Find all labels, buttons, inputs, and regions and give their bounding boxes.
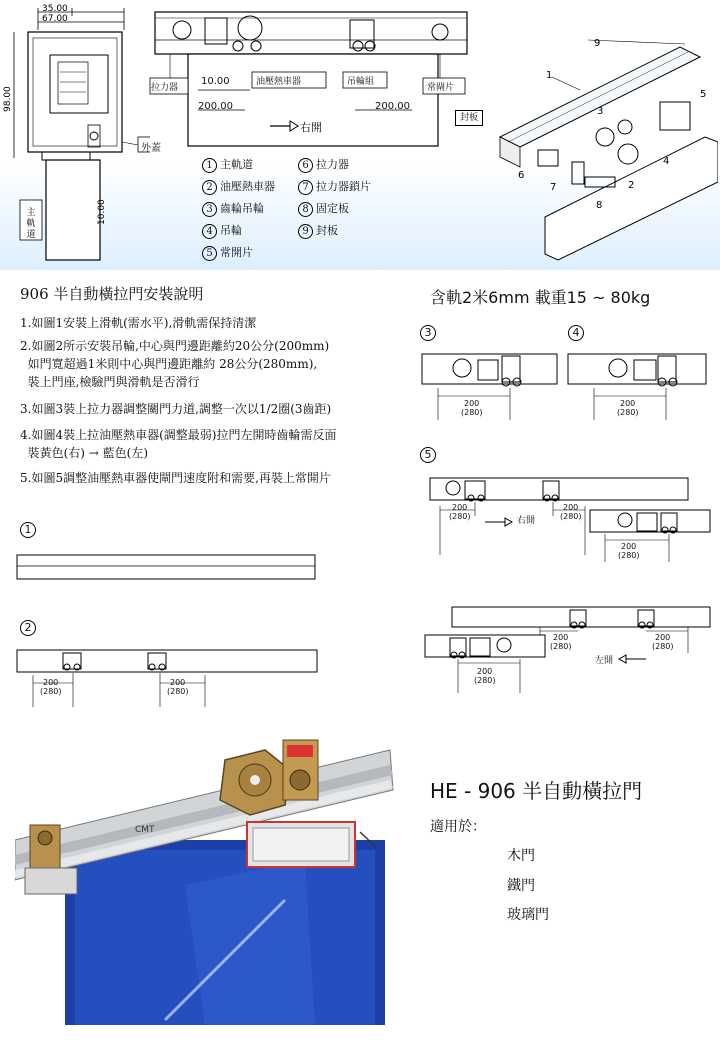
label-right-open: 右開: [300, 121, 322, 134]
label-roller-set: 吊輪組: [347, 77, 375, 87]
figure-1-number: 1: [20, 522, 36, 538]
dim-35: 35.00: [42, 4, 68, 14]
fig6-dim-280-lower: (280): [474, 676, 496, 685]
fig2-dim-280-right: (280): [167, 687, 189, 696]
material-wood: 木門: [507, 848, 535, 864]
exploded-num-9: 9: [594, 38, 601, 49]
step-2a: 2.如圖2所示安裝吊輪,中心與門邊距離約20公分(200mm): [20, 339, 330, 353]
fig3-dim-200: 200: [464, 399, 480, 408]
exploded-num-7: 7: [550, 182, 557, 193]
material-glass: 玻璃門: [507, 907, 549, 923]
product-title: HE - 906 半自動橫拉門: [430, 779, 643, 803]
material-iron: 鐵門: [507, 878, 535, 894]
product-photo: [15, 720, 395, 1025]
step-5: 5.如圖5調整油壓熱車器使閘門速度附和需要,再裝上常開片: [20, 471, 331, 485]
label-pull-device: 拉力器: [151, 83, 179, 93]
legend-item-5: 5 常開片: [202, 244, 253, 261]
exploded-num-5: 5: [700, 89, 707, 100]
exploded-num-3: 3: [597, 106, 604, 117]
dim-200-left: 200.00: [198, 101, 233, 112]
fig5-dim-200-right: 200: [563, 503, 579, 512]
fig5-dim-280-left: (280): [449, 512, 471, 521]
legend-item-2: 2 油壓熱車器: [202, 178, 275, 195]
applies-label: 適用於：: [430, 819, 486, 835]
instructions-title: 906 半自動橫拉門安裝說明: [20, 285, 204, 303]
figure-4-number: 4: [568, 325, 584, 341]
fig5-label-right-open: 右開: [517, 516, 536, 526]
fig6-dim-200-right: 200: [655, 633, 671, 642]
step-1: 1.如圖1安裝上滑軌(需水平),滑軌需保持清潔: [20, 316, 257, 330]
dim-10: 10.00: [97, 199, 107, 225]
step-4b: 裝黃色(右) → 藍色(左): [20, 446, 149, 460]
fig2-dim-200-right: 200: [170, 678, 186, 687]
label-damper: 油壓熱車器: [256, 77, 302, 87]
exploded-num-6: 6: [518, 170, 525, 181]
dim-10-label: 10.00: [201, 76, 230, 87]
exploded-num-2: 2: [628, 180, 635, 191]
label-stopper: 常閘片: [427, 83, 455, 93]
fig5-dim-280-right: (280): [560, 512, 582, 521]
fig5-dim-280-lower: (280): [618, 551, 640, 560]
fig6-label-left-open: 左開: [595, 656, 614, 666]
step-4a: 4.如圖4裝上拉油壓熱車器(調整最弱)拉門左開時齒輪需反面: [20, 428, 337, 442]
label-main-rail-1: 主: [26, 208, 36, 218]
fig6-dim-200-left: 200: [553, 633, 569, 642]
fig6-dim-280-right: (280): [652, 642, 674, 651]
dim-67: 67.00: [42, 14, 68, 24]
fig4-dim-280: (280): [617, 408, 639, 417]
fig6-dim-200-lower: 200: [477, 667, 493, 676]
legend-item-4: 4 吊輪: [202, 222, 242, 239]
fig6-dim-280-left: (280): [550, 642, 572, 651]
fig3-dim-280: (280): [461, 408, 483, 417]
exploded-num-1: 1: [546, 70, 553, 81]
label-main-rail-3: 道: [26, 230, 36, 240]
spec-text: 含軌2米6mm 載重15 ~ 80kg: [430, 288, 651, 307]
fig2-dim-280-left: (280): [40, 687, 62, 696]
cross-section-drawing: [0, 0, 150, 265]
legend-item-8: 8 固定板: [298, 200, 349, 217]
figure-3-drawing: [420, 348, 560, 423]
label-cover: 外蓋: [141, 143, 161, 154]
legend-item-6: 6 拉力器: [298, 156, 349, 173]
dim-98: 98.00: [3, 86, 13, 112]
step-2b: 如門寬超過1米則中心與門邊距離約 28公分(280mm),: [20, 357, 318, 371]
figure-2-number: 2: [20, 620, 36, 636]
label-end-cap: 封板: [455, 110, 483, 126]
figure-5-number: 5: [420, 447, 436, 463]
exploded-num-8: 8: [596, 200, 603, 211]
figure-3-number: 3: [420, 325, 436, 341]
legend-item-1: 1 主軌道: [202, 156, 253, 173]
exploded-view-drawing: [460, 2, 718, 264]
legend-item-3: 3 齒輪吊輪: [202, 200, 264, 217]
fig5-dim-200-left: 200: [452, 503, 468, 512]
step-2c: 裝上門座,檢驗門與滑軌是否滑行: [20, 375, 200, 389]
figure-1-rail: [15, 550, 320, 585]
legend-item-7: 7 拉力器鎖片: [298, 178, 371, 195]
fig4-dim-200: 200: [620, 399, 636, 408]
legend-item-9: 9 封板: [298, 222, 338, 239]
fig5-dim-200-lower: 200: [621, 542, 637, 551]
dim-200-right: 200.00: [375, 101, 410, 112]
fig2-dim-200-left: 200: [43, 678, 59, 687]
exploded-num-4: 4: [663, 156, 670, 167]
label-main-rail-2: 軌: [26, 219, 36, 229]
photo-brand: CMT: [135, 825, 155, 835]
step-3: 3.如圖3裝上拉力器調整關門力道,調整一次以1/2圈(3齒距): [20, 402, 332, 416]
